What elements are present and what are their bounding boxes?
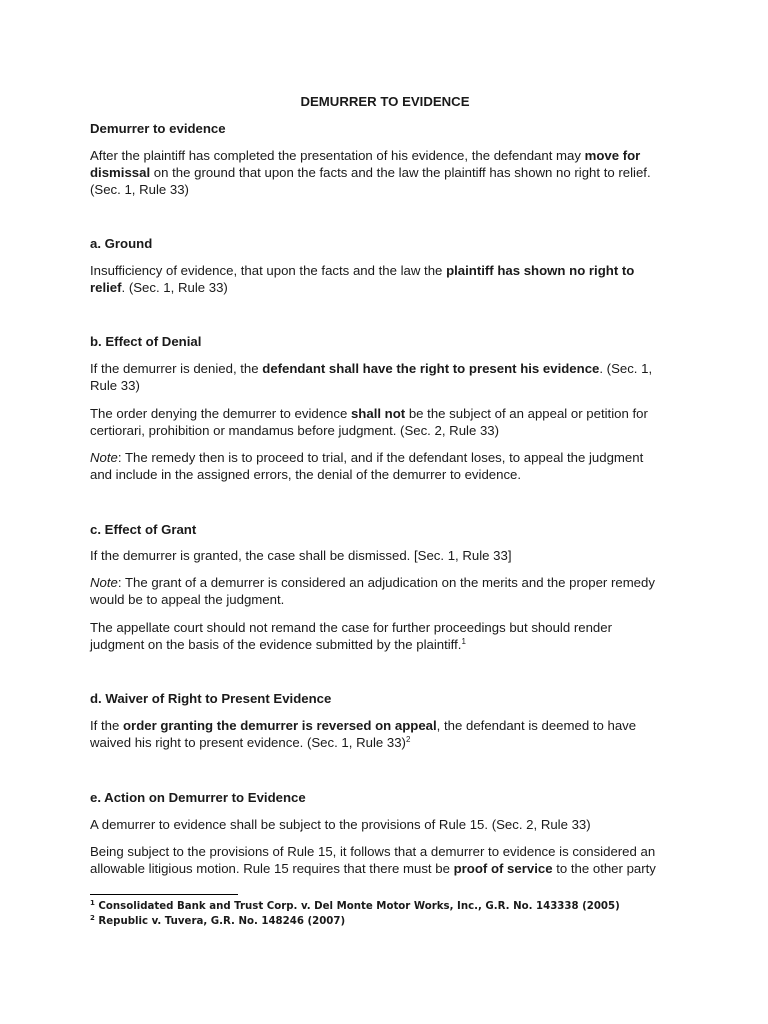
paragraph-denial-note: Note: The remedy then is to proceed to trial, and if the defendant loses, to appeal the judgment and include in the assigned errors, the denial of the demurrer to evidence. [90, 450, 644, 482]
section-heading-effect-of-grant: c. Effect of Grant [90, 522, 197, 537]
section-heading-ground: a. Ground [90, 236, 153, 251]
paragraph-grant-3: The appellate court should not remand the case for further proceedings but should render judgment on the basis of the evidence submitted by the plaintiff.$^1$ [90, 620, 612, 652]
section-heading-waiver: d. Waiver of Right to Present Evidence [90, 691, 332, 706]
paragraph-grant-1: If the demurrer is granted, the case shall be dismissed. [Sec. 1, Rule 33] [90, 548, 512, 563]
section-heading-action: e. Action on Demurrer to Evidence [90, 790, 306, 805]
paragraph-ground: Insufficiency of evidence, that upon the facts and the law the plaintiff has shown no right to relief. (Sec. 1, Rule 33) [90, 263, 635, 295]
document-title: DEMURRER TO EVIDENCE [300, 94, 470, 109]
footnote-ref-2[interactable]: 2 [405, 735, 411, 744]
paragraph-action-1: A demurrer to evidence shall be subject to the provisions of Rule 15. (Sec. 2, Rule 33) [90, 817, 591, 832]
footnote-ref-1[interactable]: 1 [461, 637, 466, 646]
paragraph-waiver: If the order granting the demurrer is reversed on appeal, the defendant is deemed to have waived his right to present evidence. (Sec. 1, Rule 33)$^2$ [90, 718, 637, 750]
paragraph-grant-note: Note: The grant of a demurrer is considered an adjudication on the merits and the proper remedy would be to appeal the judgment. [90, 575, 655, 607]
paragraph-denial-1: If the demurrer is denied, the defendant shall have the right to present his evidence. (Sec. 1, Rule 33) [90, 361, 653, 393]
section-heading-effect-of-denial: b. Effect of Denial [90, 334, 202, 349]
footnote-1: $^1$ Consolidated Bank and Trust Corp. v. Del Monte Motor Works, Inc., G.R. No. 143338 (2005) [90, 899, 620, 912]
paragraph-action-2: Being subject to the provisions of Rule 15, it follows that a demurrer to evidence is considered an allowable litigious motion. Rule 15 requires that there must be proof of service to the other party [90, 844, 656, 876]
paragraph-intro: After the plaintiff has completed the presentation of his evidence, the defendant may move for dismissal on the ground that upon the facts and the law the plaintiff has shown no right to relief. (Sec. 1, Rule 33) [90, 148, 651, 197]
footnote-2: $^2$ Republic v. Tuvera, G.R. No. 148246 (2007) [90, 914, 346, 927]
paragraph-denial-2: The order denying the demurrer to evidence shall not be the subject of an appeal or petition for certiorari, prohibition or mandamus before judgment. (Sec. 2, Rule 33) [90, 406, 648, 438]
footnote-separator [90, 894, 238, 895]
section-heading-demurrer: Demurrer to evidence [90, 121, 226, 136]
